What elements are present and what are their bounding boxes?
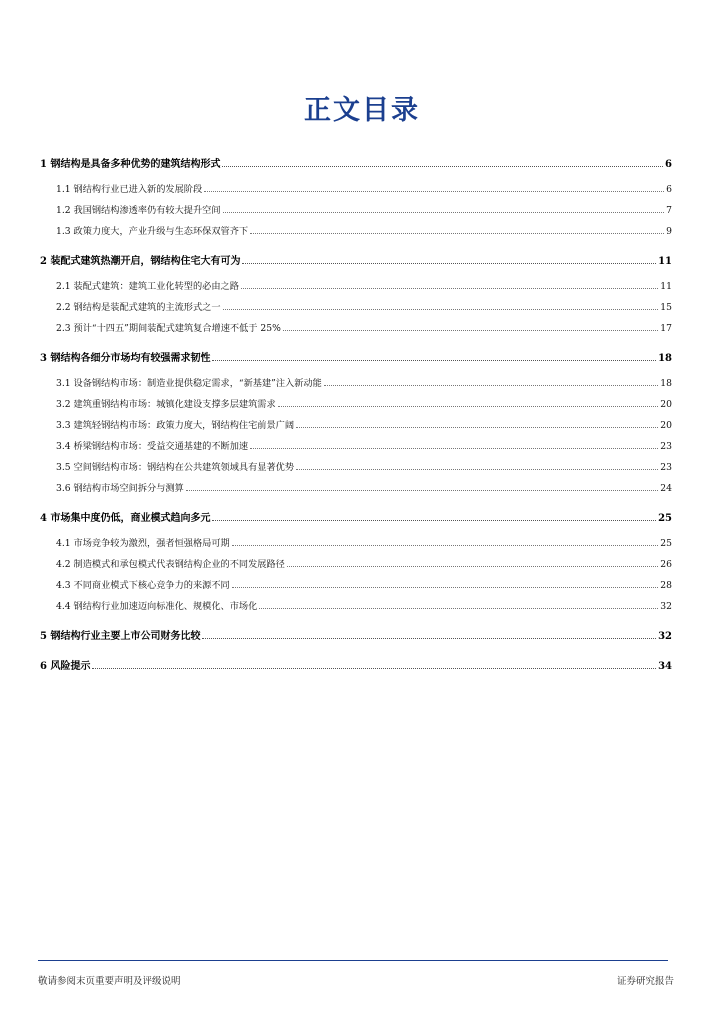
toc-page-number: 11: [658, 256, 672, 267]
toc-entry-label: 4.1 市场竞争较为激烈，强者恒强格局可期: [56, 538, 230, 549]
dot-leader: [202, 629, 656, 639]
toc-entry-label: 2.1 装配式建筑：建筑工业化转型的必由之路: [56, 281, 239, 292]
toc-page-number: 24: [660, 483, 672, 494]
toc-section-entry[interactable]: [40, 252, 672, 274]
toc-entry-label: 3.1 设备钢结构市场：制造业提供稳定需求，“新基建”注入新动能: [56, 378, 322, 389]
toc-page-number: 18: [658, 353, 672, 364]
toc-entry-label: 3.2 建筑重钢结构市场：城镇化建设支撑多层建筑需求: [56, 399, 276, 410]
toc-entry-label: 1.2 我国钢结构渗透率仍有较大提升空间: [56, 205, 221, 216]
toc-subsection-entry[interactable]: [40, 181, 672, 202]
dot-leader: [324, 376, 658, 386]
footer-divider: [38, 960, 668, 961]
toc-entry-label: 6 风险提示: [40, 661, 91, 672]
toc-subsection-entry[interactable]: [40, 299, 672, 320]
toc-page-number: 23: [660, 462, 672, 473]
toc-subsection-entry[interactable]: [40, 598, 672, 619]
toc-page-number: 26: [660, 559, 672, 570]
toc-page-number: 9: [666, 226, 672, 237]
table-of-contents: [40, 153, 672, 679]
toc-subsection-entry[interactable]: [40, 396, 672, 417]
toc-section-entry[interactable]: [40, 509, 672, 531]
toc-entry-label: 3.5 空间钢结构市场：钢结构在公共建筑领域具有显著优势: [56, 462, 295, 473]
toc-page-number: 18: [660, 378, 672, 389]
toc-section-entry[interactable]: [40, 349, 672, 371]
dot-leader: [186, 481, 659, 491]
toc-subsection-entry[interactable]: [40, 223, 672, 244]
toc-subsection-entry[interactable]: [40, 438, 672, 459]
toc-subsection-entry[interactable]: [40, 320, 672, 341]
toc-page-number: 7: [666, 205, 672, 216]
dot-leader: [212, 351, 656, 361]
toc-page-number: 28: [660, 580, 672, 591]
section-gap: [40, 649, 672, 655]
dot-leader: [278, 397, 659, 407]
toc-entry-label: 3.6 钢结构市场空间拆分与测算: [56, 483, 184, 494]
toc-entry-label: 4.3 不同商业模式下核心竞争力的来源不同: [56, 580, 230, 591]
toc-entry-label: 3.4 桥梁钢结构市场：受益交通基建的不断加速: [56, 441, 249, 452]
dot-leader: [212, 511, 656, 521]
dot-leader: [250, 224, 664, 234]
dot-leader: [223, 300, 659, 310]
dot-leader: [241, 279, 658, 289]
dot-leader: [242, 254, 656, 264]
toc-page-number: 32: [658, 631, 672, 642]
toc-entry-label: 5 钢结构行业主要上市公司财务比较: [40, 631, 201, 642]
page-title: 正文目录: [304, 95, 420, 126]
toc-entry-label: 3 钢结构各细分市场均有较强需求韧性: [40, 353, 211, 364]
toc-entry-label: 2 装配式建筑热潮开启，钢结构住宅大有可为: [40, 256, 241, 267]
dot-leader: [204, 182, 664, 192]
section-gap: [40, 341, 672, 347]
toc-entry-label: 4.4 钢结构行业加速迈向标准化、规模化、市场化: [56, 601, 258, 612]
toc-entry-label: 2.2 钢结构是装配式建筑的主流形式之一: [56, 302, 221, 313]
toc-page-number: 25: [660, 538, 672, 549]
toc-subsection-entry[interactable]: [40, 459, 672, 480]
footer-disclaimer: 敬请参阅末页重要声明及评级说明: [38, 976, 181, 987]
section-gap: [40, 501, 672, 507]
toc-subsection-entry[interactable]: [40, 535, 672, 556]
toc-subsection-entry[interactable]: [40, 480, 672, 501]
dot-leader: [259, 599, 658, 609]
dot-leader: [223, 203, 665, 213]
toc-page-number: 23: [660, 441, 672, 452]
toc-page-number: 20: [660, 399, 672, 410]
toc-entry-label: 1 钢结构是具备多种优势的建筑结构形式: [40, 159, 221, 170]
toc-subsection-entry[interactable]: [40, 417, 672, 438]
dot-leader: [222, 157, 663, 167]
toc-subsection-entry[interactable]: [40, 577, 672, 598]
toc-page-number: 32: [660, 601, 672, 612]
toc-section-entry[interactable]: [40, 627, 672, 649]
toc-section-entry[interactable]: [40, 657, 672, 679]
toc-subsection-entry[interactable]: [40, 375, 672, 396]
toc-page-number: 6: [666, 184, 672, 195]
dot-leader: [296, 460, 658, 470]
section-gap: [40, 619, 672, 625]
toc-entry-label: 4 市场集中度仍低，商业模式趋向多元: [40, 513, 211, 524]
toc-page-number: 17: [660, 323, 672, 334]
toc-entry-label: 1.3 政策力度大，产业升级与生态环保双管齐下: [56, 226, 249, 237]
toc-page-number: 20: [660, 420, 672, 431]
section-gap: [40, 244, 672, 250]
dot-leader: [92, 659, 656, 669]
dot-leader: [232, 536, 659, 546]
toc-page-number: 15: [660, 302, 672, 313]
toc-entry-label: 4.2 制造模式和承包模式代表钢结构企业的不同发展路径: [56, 559, 285, 570]
toc-subsection-entry[interactable]: [40, 556, 672, 577]
dot-leader: [232, 578, 659, 588]
toc-entry-label: 3.3 建筑轻钢结构市场：政策力度大，钢结构住宅前景广阔: [56, 420, 295, 431]
dot-leader: [250, 439, 658, 449]
toc-entry-label: 2.3 预计“十四五”期间装配式建筑复合增速不低于 25%: [56, 323, 281, 334]
dot-leader: [283, 321, 658, 331]
toc-page-number: 25: [658, 513, 672, 524]
footer-report-type: 证券研究报告: [616, 976, 674, 987]
toc-subsection-entry[interactable]: [40, 202, 672, 223]
toc-entry-label: 1.1 钢结构行业已进入新的发展阶段: [56, 184, 203, 195]
toc-page-number: 11: [660, 281, 672, 292]
dot-leader: [296, 418, 658, 428]
dot-leader: [287, 557, 658, 567]
toc-page-number: 34: [658, 661, 672, 672]
toc-page-number: 6: [665, 159, 672, 170]
toc-section-entry[interactable]: [40, 155, 672, 177]
toc-subsection-entry[interactable]: [40, 278, 672, 299]
